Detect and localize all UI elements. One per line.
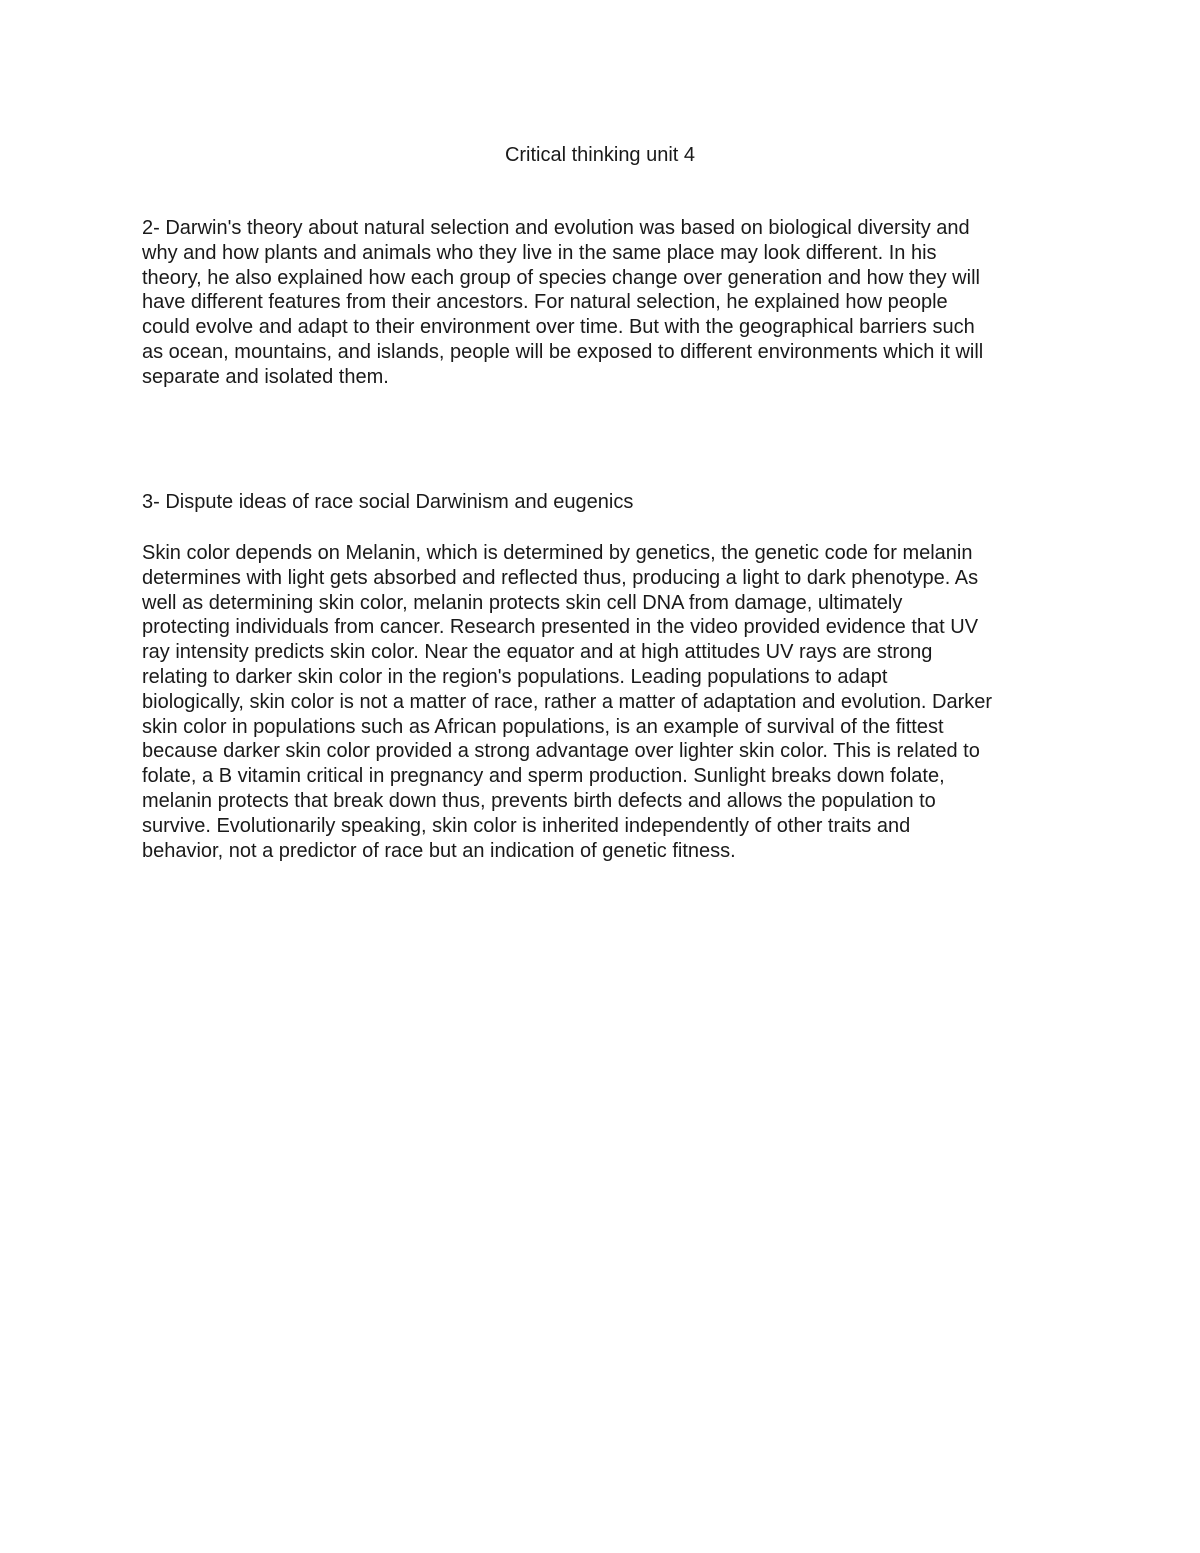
paragraph-line: 2- Darwin's theory about natural selection and evolution was based on biological diversity and <box>142 217 970 239</box>
paragraph-line: separate and isolated them. <box>142 365 389 388</box>
document-title: Critical thinking unit 4 <box>504 144 696 166</box>
paragraph-line: well as determining skin color, melanin protects skin cell DNA from damage, ultimately <box>142 591 903 614</box>
question-3-paragraph <box>142 541 1072 863</box>
paragraph-line: because darker skin color provided a strong advantage over lighter skin color. This is related to <box>142 740 980 763</box>
question-3-heading: 3- Dispute ideas of race social Darwinism and eugenics <box>142 491 634 513</box>
paragraph-line: determines with light gets absorbed and reflected thus, producing a light to dark phenotype. As <box>142 566 979 589</box>
paragraph-line: behavior, not a predictor of race but an indication of genetic fitness. <box>142 839 736 862</box>
paragraph-line: relating to darker skin color in the region's populations. Leading populations to adapt <box>142 665 888 688</box>
paragraph-line: ray intensity predicts skin color. Near the equator and at high attitudes UV rays are strong <box>142 641 933 664</box>
paragraph-line: folate, a B vitamin critical in pregnancy and sperm production. Sunlight breaks down folate, <box>142 765 945 788</box>
paragraph-line: could evolve and adapt to their environment over time. But with the geographical barriers such <box>142 316 975 339</box>
paragraph-line: melanin protects that break down thus, prevents birth defects and allows the population to <box>142 789 936 812</box>
paragraph-line: theory, he also explained how each group of species change over generation and how they will <box>142 266 980 289</box>
paragraph-line: survive. Evolutionarily speaking, skin color is inherited independently of other traits and <box>142 814 911 837</box>
paragraph-line: Skin color depends on Melanin, which is determined by genetics, the genetic code for melanin <box>142 542 973 564</box>
paragraph-line: have different features from their ancestors. For natural selection, he explained how people <box>142 291 948 314</box>
paragraph-line: skin color in populations such as African populations, is an example of survival of the fittest <box>142 715 944 738</box>
paragraph-line: why and how plants and animals who they live in the same place may look different. In his <box>142 241 937 264</box>
paragraph-line: as ocean, mountains, and islands, people will be exposed to different environments which it will <box>142 340 984 363</box>
paragraph-line: protecting individuals from cancer. Research presented in the video provided evidence that UV <box>142 616 979 639</box>
paragraph-line: biologically, skin color is not a matter of race, rather a matter of adaptation and evolution. Darker <box>142 690 993 713</box>
question-2-paragraph <box>142 216 1072 390</box>
